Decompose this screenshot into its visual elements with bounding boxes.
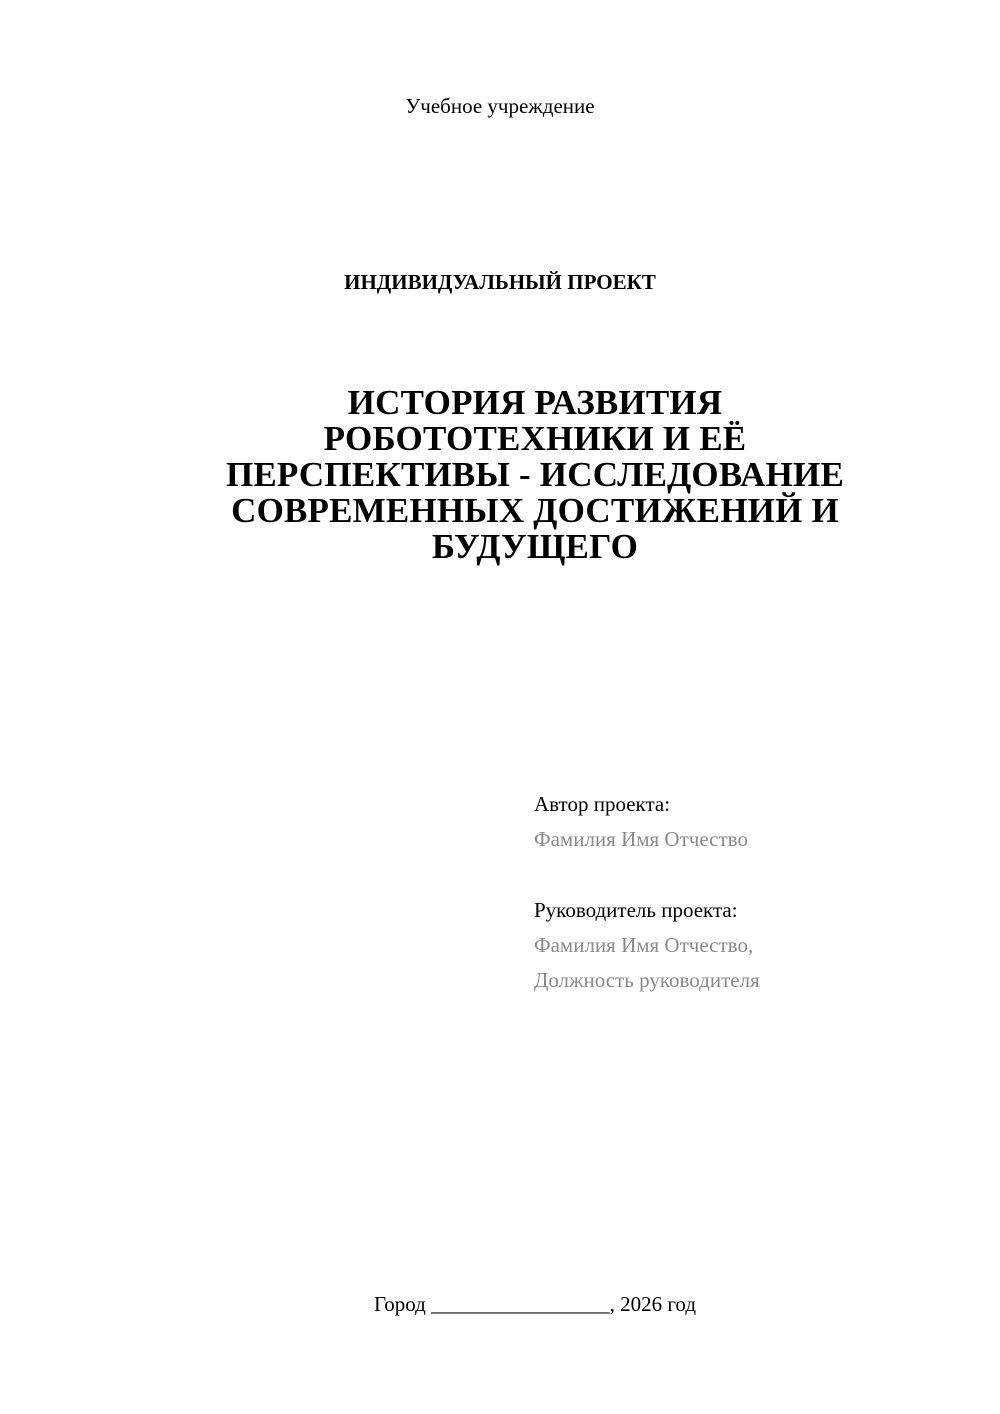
institution-name: Учебное учреждение <box>405 94 595 118</box>
supervisor-name: Фамилия Имя Отчество, <box>534 933 754 957</box>
supervisor-position: Должность руководителя <box>534 968 760 992</box>
author-block <box>534 787 748 857</box>
city-year-line: Город _________________, 2026 год <box>373 1292 697 1316</box>
project-title-line: РОБОТОТЕХНИКИ И ЕЁ <box>323 419 747 458</box>
document-type: ИНДИВИДУАЛЬНЫЙ ПРОЕКТ <box>344 270 656 294</box>
project-title-line: ИСТОРИЯ РАЗВИТИЯ <box>347 383 723 422</box>
project-title-line: ПЕРСПЕКТИВЫ - ИССЛЕДОВАНИЕ <box>225 455 845 494</box>
project-title <box>160 385 910 565</box>
project-title-line: БУДУЩЕГО <box>431 527 639 566</box>
project-title-line: СОВРЕМЕННЫХ ДОСТИЖЕНИЙ И <box>231 491 839 530</box>
author-name: Фамилия Имя Отчество <box>534 827 748 851</box>
supervisor-label: Руководитель проекта: <box>534 898 738 922</box>
supervisor-block <box>534 893 760 998</box>
author-label: Автор проекта: <box>534 792 671 816</box>
